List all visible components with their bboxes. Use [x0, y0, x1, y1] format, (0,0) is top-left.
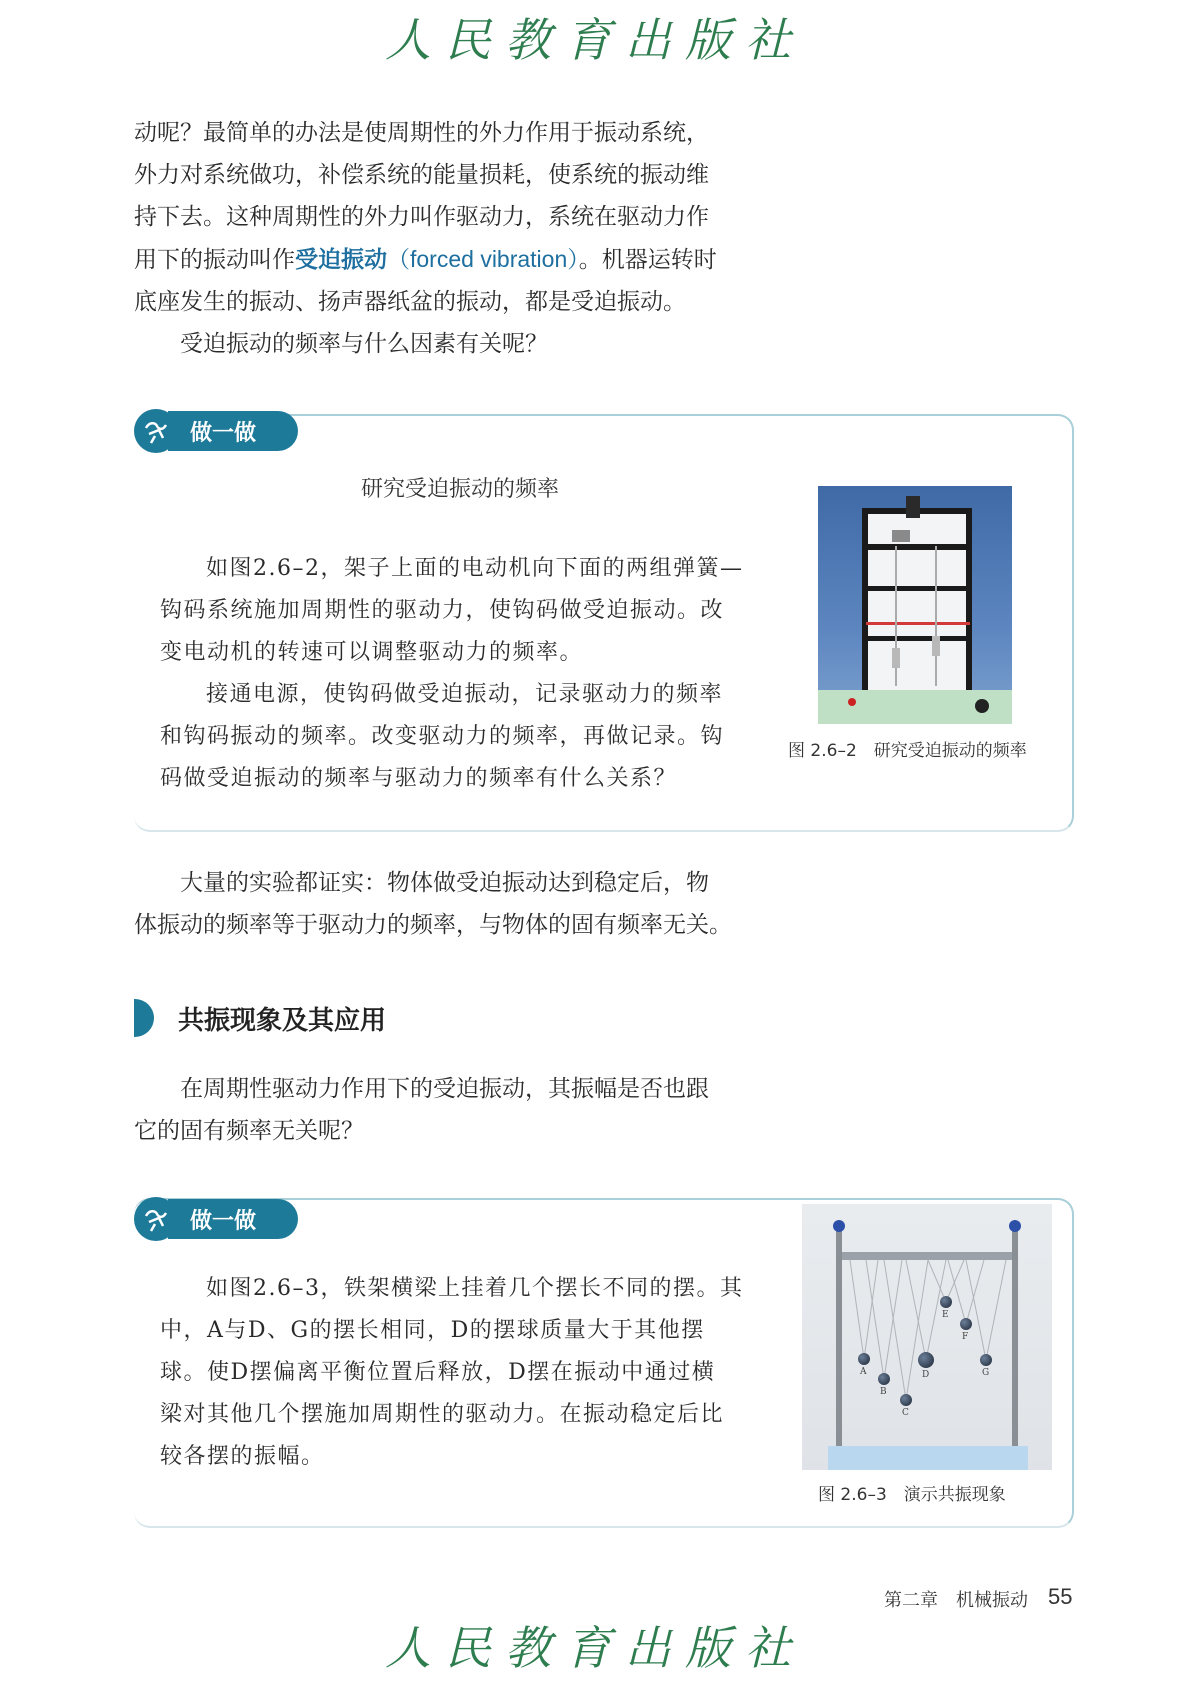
activity-title-1: 研究受迫振动的频率	[360, 477, 559, 502]
key-term-english: （forced vibration）	[387, 246, 579, 272]
intro-line-5: 底座发生的振动、扬声器纸盆的振动，都是受迫振动。	[134, 289, 686, 315]
section-marker-icon	[134, 999, 154, 1037]
activity1-line-3: 变电动机的转速可以调整驱动力的频率。	[160, 640, 584, 665]
key-term-forced-vibration: 受迫振动	[295, 247, 387, 273]
activity2-line-3: 球。使D摆偏离平衡位置后释放，D摆在振动中通过横	[160, 1360, 716, 1385]
activity-badge-label-2: 做一做	[168, 1199, 298, 1239]
conclusion-line-1: 大量的实验都证实：物体做受迫振动达到稳定后，物	[180, 870, 709, 896]
pendulum-label-f: F	[962, 1332, 969, 1342]
publisher-watermark-top: 人民教育出版社	[385, 13, 805, 67]
footer-chapter: 第二章 机械振动	[884, 1590, 1028, 1611]
hand-tool-icon	[134, 1197, 178, 1241]
activity1-line-4: 接通电源，使钩码做受迫振动，记录驱动力的频率	[206, 682, 724, 707]
hand-tool-icon	[134, 409, 178, 453]
activity-badge-2	[134, 1198, 304, 1240]
pendulum-label-e: E	[942, 1310, 949, 1320]
pendulum-ball-c	[900, 1394, 912, 1406]
resonance-pendulum-photo	[802, 1204, 1052, 1470]
pendulum-label-a: A	[860, 1367, 867, 1377]
page-number: 55	[1048, 1584, 1073, 1609]
intro-line-1: 动呢？最简单的办法是使周期性的外力作用于振动系统，	[134, 120, 709, 146]
activity1-line-2: 钩码系统施加周期性的驱动力，使钩码做受迫振动。改	[160, 598, 725, 623]
intro-paragraph	[134, 112, 754, 365]
pendulum-ball-g	[980, 1354, 992, 1366]
section-heading	[134, 998, 386, 1038]
figure-caption-2-6-3: 图 2.6–3 演示共振现象	[818, 1485, 1006, 1505]
figure-caption-2-6-2: 图 2.6–2 研究受迫振动的频率	[788, 741, 1027, 761]
activity2-line-1: 如图2.6–3，铁架横梁上挂着几个摆长不同的摆。其	[206, 1276, 744, 1301]
conclusion-line-2: 体振动的频率等于驱动力的频率，与物体的固有频率无关。	[134, 912, 732, 938]
resonance-line-2: 它的固有频率无关呢？	[134, 1118, 364, 1144]
pendulum-ball-f	[960, 1318, 972, 1330]
pendulum-label-d: D	[922, 1370, 930, 1380]
activity1-line-5: 和钩码振动的频率。改变驱动力的频率，再做记录。钩	[160, 724, 725, 749]
intro-question: 受迫振动的频率与什么因素有关呢？	[180, 331, 548, 357]
pendulum-ball-a	[858, 1353, 870, 1365]
publisher-watermark-bottom: 人民教育出版社	[385, 1621, 805, 1675]
activity-badge-label-1: 做一做	[168, 411, 298, 451]
pendulum-ball-e	[940, 1296, 952, 1308]
pendulum-ball-d	[918, 1352, 934, 1368]
activity-badge-1	[134, 410, 304, 452]
intro-line-4-start: 用下的振动叫作	[134, 247, 295, 273]
activity2-line-4: 梁对其他几个摆施加周期性的驱动力。在振动稳定后比	[160, 1402, 725, 1427]
resonance-intro-paragraph	[134, 1068, 754, 1152]
activity2-line-2: 中，A与D、G的摆长相同，D的摆球质量大于其他摆	[160, 1318, 705, 1343]
activity1-line-6: 码做受迫振动的频率与驱动力的频率有什么关系？	[160, 766, 678, 791]
pendulum-label-g: G	[982, 1368, 990, 1378]
activity-text-1	[160, 548, 756, 800]
resonance-line-1: 在周期性驱动力作用下的受迫振动，其振幅是否也跟	[180, 1076, 709, 1102]
forced-vibration-apparatus-photo	[818, 486, 1012, 724]
conclusion-paragraph	[134, 862, 754, 946]
pendulum-ball-b	[878, 1373, 890, 1385]
intro-line-4-end: 。机器运转时	[578, 247, 717, 273]
section-title: 共振现象及其应用	[178, 1005, 387, 1036]
intro-line-2: 外力对系统做功，补偿系统的能量损耗，使系统的振动维	[134, 162, 709, 188]
activity2-line-5: 较各摆的振幅。	[160, 1444, 325, 1469]
activity1-line-1: 如图2.6–2，架子上面的电动机向下面的两组弹簧—	[206, 556, 744, 581]
activity-text-2	[160, 1268, 756, 1478]
intro-line-3: 持下去。这种周期性的外力叫作驱动力，系统在驱动力作	[134, 204, 709, 230]
pendulum-label-b: B	[880, 1387, 887, 1397]
pendulum-label-c: C	[902, 1408, 909, 1418]
